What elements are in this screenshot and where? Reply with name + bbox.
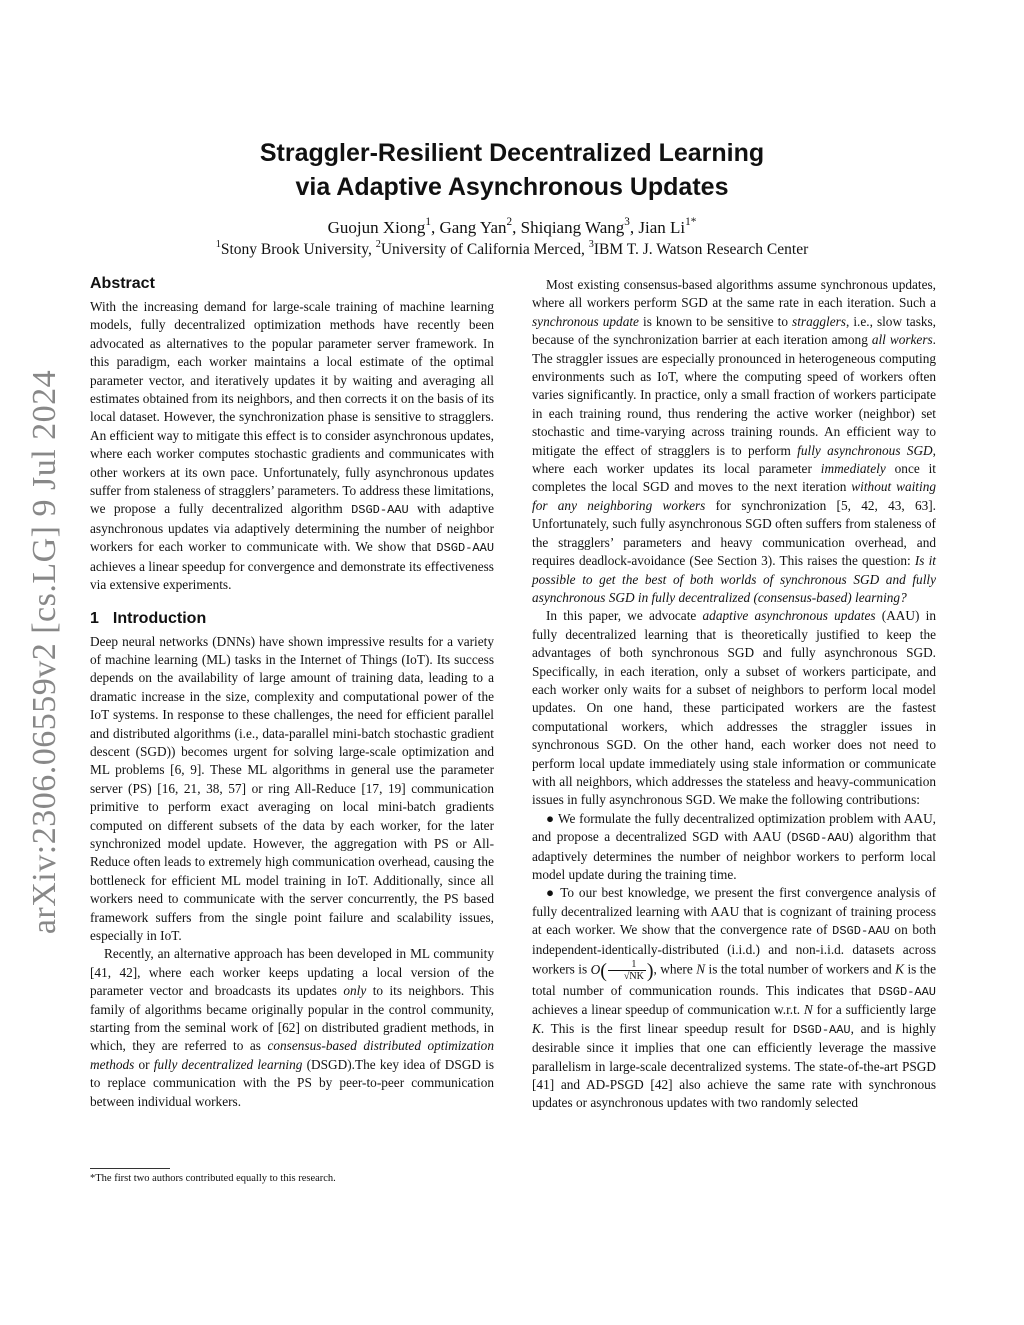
author-affil-mark: 3 bbox=[624, 216, 630, 229]
right-column bbox=[532, 276, 936, 1113]
intro-paragraph-2: Recently, an alternative approach has been developed in ML community [41, 42], where each worker keeps updating a local version of the parameter vector and broadcasts its updates only to its neighbors. This family of algorithms became originally popular in the control community, starting from the seminal work of [62] on distributed gradient methods, in which, they are referred to as consensus-based distributed optimization methods or fully decentralized learning (DSGD).The key idea of DSGD is to replace communication with the PS by peer-to-peer communication between individual workers. bbox=[90, 946, 495, 1109]
affiliation: IBM T. J. Watson Research Center bbox=[593, 241, 809, 258]
intro-paragraph-1: Deep neural networks (DNNs) have shown impressive results for a variety of machine learning (ML) tasks in the Internet of Things (IoT). Its success depends on the availability of large amount of training data, leading to a dramatic increase in the size, complexity and computational power of the IoT systems. In response to these challenges, the need for efficient parallel and distributed algorithms (i.e., data-parallel mini-batch stochastic gradient descent (SGD)) becomes urgent for solving large-scale optimization and ML problems [6, 9]. These ML algorithms in general use the parameter server (PS) [16, 21, 38, 57] or ring All-Reduce [17, 19] communication primitive to perform exact averaging on local mini-batch gradients computed on different subsets of the data by each worker, for the later synchronized model update. However, the aggregation with PS or All-Reduce often leads to extremely high communication overhead, causing the bottleneck for efficient ML model training in IoT. Additionally, since all workers need to communicate with the server concurrently, the PS based framework suffers from the single point failure and scalability issues, especially in IoT. bbox=[90, 633, 494, 943]
abstract-text: With the increasing demand for large-scale training of machine learning models, fully decentralized optimization methods have recently been advocated as alternatives to the popular parameter server framework. In this paradigm, each worker maintains a local estimate of the optimal parameter vector, and iteratively updates it by waiting and averaging all estimates obtained from its neighbors, and then corrects it on the basis of its local dataset. However, the synchronization phase is sensitive to stragglers. An efficient way to mitigate this effect is to consider asynchronous updates, where each worker computes stochastic gradients and communicates with other workers at its own pace. Unfortunately, fully asynchronous updates suffer from staleness of stragglers’ parameters. To address these limitations, we propose a fully decentralized algorithm DSGD-AAU with adaptive asynchronous updates via adaptively determining the number of neighbor workers for each worker to communicate with. We show that DSGD-AAU achieves a linear speedup for convergence and demonstrate its effectiveness via extensive experiments. bbox=[90, 299, 495, 593]
author-name: Guojun Xiong bbox=[327, 218, 426, 237]
algorithm-name: DSGD-AAU bbox=[793, 1022, 851, 1037]
affil-mark: 3 bbox=[588, 238, 594, 250]
section-title: Introduction bbox=[112, 609, 207, 627]
affil-mark: 1 bbox=[215, 238, 221, 250]
section-heading-introduction bbox=[90, 609, 494, 629]
section-number: 1 bbox=[90, 609, 99, 627]
fraction: $\frac{1}{√NK}$ bbox=[608, 959, 646, 982]
contribution-bullet-1: ● We formulate the fully decentralized optimization problem with AAU, and propose a decentralized SGD with AAU (DSGD-AAU) algorithm that adaptively determines the number of neighbor workers to perform local model update during the training time. bbox=[532, 810, 937, 882]
author-name: Shiqiang Wang bbox=[520, 218, 625, 237]
title-line-2: via Adaptive Asynchronous Updates bbox=[295, 173, 729, 201]
author-affil-mark: 1* bbox=[685, 216, 697, 229]
convergence-rate-formula: O( $\frac{1}{√NK}$ ) bbox=[590, 959, 654, 983]
arxiv-id: arXiv:2306.06559v2 [cs.LG] 9 Jul 2024 bbox=[26, 369, 64, 935]
affiliation: University of California Merced bbox=[380, 241, 581, 258]
footnote-rule bbox=[90, 1168, 170, 1169]
affil-mark: 2 bbox=[375, 238, 381, 250]
abstract-heading: Abstract bbox=[90, 275, 155, 292]
affiliation-list: $^1$Stony Brook University, $^2$University of California Merced, $^3$IBM T. J. Watson Research Center bbox=[215, 238, 809, 258]
author-affil-mark: 2 bbox=[506, 216, 513, 229]
paper-title bbox=[0, 136, 1024, 204]
algorithm-name: DSGD-AAU bbox=[832, 924, 890, 939]
contribution-bullet-2: ● To our best knowledge, we present the first convergence analysis of fully decentralized learning with AAU that is cognizant of training process at each worker. We show that the convergence rate of DSGD-AAU on both independent-identically-distributed (i.i.d.) and non-i.i.d. datasets across workers is O( $\frac{1}{√NK}$ ), where N is the total number of workers and K is the total number of communication rounds. This indicates that DSGD-AAU achieves a linear speedup of communication w.r.t. N for a sufficiently large K. This is the first linear speedup result for DSGD-AAU, and is highly desirable since it implies that one can efficiently leverage the massive parallelism in large-scale decentralized systems. The state-of-the-art PSGD [41] and AD-PSGD [42] also achieve the same rate with synchronous updates or asynchronous updates with two randomly selected bbox=[532, 885, 937, 1111]
algorithm-name: DSGD-AAU bbox=[436, 541, 495, 556]
title-line-1: Straggler-Resilient Decentralized Learning bbox=[259, 139, 765, 167]
left-column bbox=[90, 274, 494, 1111]
author-affil-mark: 1 bbox=[425, 216, 431, 229]
right-paragraph-2: In this paper, we advocate adaptive asynchronous updates (AAU) in fully decentralized learning that is theoretically justified to keep the advantages of both synchronous SGD and fully asynchronous SGD. Specifically, in each iteration, only a subset of workers participate, and each worker only waits for a subset of neighbors to perform local model updates. On one hand, these participated workers are the fastest computational workers, which addresses the straggler issues in synchronous SGD. On the other hand, each worker does not need to perform local update immediately using stale information or communicate with all neighbors, which addresses the stateless and heavy-communication issues in fully asynchronous SGD. We make the following contributions: bbox=[532, 608, 937, 808]
arxiv-sidebar bbox=[20, 362, 70, 942]
author-name: Gang Yan bbox=[439, 218, 507, 237]
author-list: Guojun Xiong$^1$, Gang Yan$^2$, Shiqiang Wang$^3$, Jian $Li^{1*}$ bbox=[327, 216, 697, 237]
algorithm-name: DSGD-AAU bbox=[351, 503, 409, 518]
footnote: *The first two authors contributed equally to this research. bbox=[90, 1173, 336, 1184]
right-paragraph-1: Most existing consensus-based algorithms assume synchronous updates, where all workers perform SGD at the same rate in each iteration. Such a synchronous update is known to be sensitive to stragglers, i.e., slow tasks, because of the synchronization barrier at each iteration among all workers. The straggler issues are especially pronounced in heterogeneous computing environments such as IoT, where the computing speed of workers often varies significantly. In practice, only a small fraction of workers participate in each training round, thus rendering the active worker (neighbor) set stochastic and time-varying across training rounds. An efficient way to mitigate the effect of stragglers is to perform fully asynchronous SGD, where each worker updates its local parameter immediately once it completes the local SGD and moves to the next iteration without waiting for any neighboring workers for synchronization [5, 42, 43, 63]. Unfortunately, such fully asynchronous SGD often suffers from staleness of the stragglers’ parameters and heavy communication overhead, and requires deadlock-avoidance (See Section 3). This raises the question: Is it possible to get the best of both worlds of synchronous SGD and fully asynchronous SGD in fully decentralized (consensus-based) learning? bbox=[532, 277, 937, 605]
algorithm-name: DSGD-AAU bbox=[878, 985, 936, 1000]
author-name: Jian Li bbox=[638, 218, 686, 237]
algorithm-name: DSGD-AAU bbox=[791, 831, 849, 846]
affiliation: Stony Brook University bbox=[220, 241, 368, 258]
